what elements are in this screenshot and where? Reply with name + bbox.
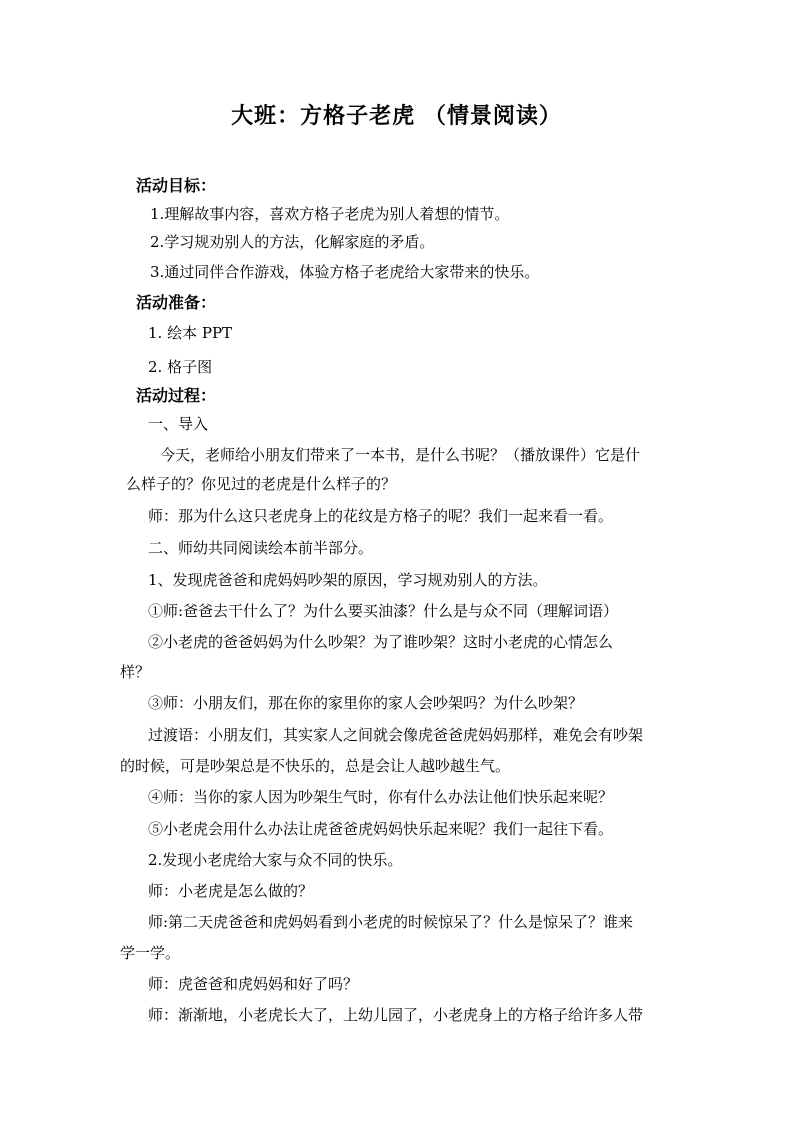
- body-line: ④师：当你的家人因为吵架生气时，你有什么办法让他们快乐起来呢？: [148, 788, 614, 806]
- body-line: 今天，老师给小朋友们带来了一本书，是什么书呢？（播放课件）它是什: [160, 446, 641, 464]
- process-heading: 活动过程：: [136, 386, 217, 405]
- body-line: 学一学。: [120, 944, 181, 962]
- body-line: 师:第二天虎爸爸和虎妈妈看到小老虎的时候惊呆了？什么是惊呆了？谁来: [148, 913, 634, 931]
- body-line: 师：渐渐地，小老虎长大了，上幼儿园了，小老虎身上的方格子给许多人带: [148, 1006, 644, 1024]
- prep-heading: 活动准备：: [136, 293, 217, 312]
- body-line: 一、导入: [148, 415, 209, 433]
- prep-item: 1. 绘本 PPT: [148, 324, 233, 342]
- body-line: 的时候，可是吵架总是不快乐的，总是会让人越吵越生气。: [120, 757, 511, 775]
- body-line: 师：小老虎是怎么做的？: [148, 882, 314, 900]
- document-title: 大班：方格子老虎 （情景阅读）: [231, 103, 562, 129]
- goal-item: 1.理解故事内容，喜欢方格子老虎为别人着想的情节。: [150, 205, 510, 223]
- body-line: 1、发现虎爸爸和虎妈妈吵架的原因，学习规劝别人的方法。: [148, 571, 548, 589]
- goal-item: 2.学习规劝别人的方法，化解家庭的矛盾。: [150, 233, 435, 251]
- body-line: 2.发现小老虎给大家与众不同的快乐。: [148, 851, 403, 869]
- prep-item: 2. 格子图: [148, 358, 213, 376]
- goals-heading: 活动目标：: [136, 176, 217, 195]
- body-line: 师：虎爸爸和虎妈妈和好了吗？: [148, 975, 359, 993]
- body-line: 样？: [120, 663, 151, 681]
- body-line: 么样子的？你见过的老虎是什么样子的？: [126, 475, 397, 493]
- goal-item: 3.通过同伴合作游戏，体验方格子老虎给大家带来的快乐。: [150, 263, 540, 281]
- body-line: ②小老虎的爸爸妈妈为什么吵架？为了谁吵架？这时小老虎的心情怎么: [148, 633, 614, 651]
- body-line: 二、师幼共同阅读绘本前半部分。: [148, 539, 374, 557]
- body-line: ⑤小老虎会用什么办法让虎爸爸虎妈妈快乐起来呢？我们一起往下看。: [148, 820, 614, 838]
- body-line: ①师:爸爸去干什么了？为什么要买油漆？什么是与众不同（理解词语）: [148, 602, 619, 620]
- body-line: 过渡语：小朋友们，其实家人之间就会像虎爸爸虎妈妈那样，难免会有吵架: [148, 726, 644, 744]
- body-line: 师：那为什么这只老虎身上的花纹是方格子的呢？我们一起来看一看。: [148, 507, 614, 525]
- body-line: ③师：小朋友们，那在你的家里你的家人会吵架吗？为什么吵架？: [148, 694, 584, 712]
